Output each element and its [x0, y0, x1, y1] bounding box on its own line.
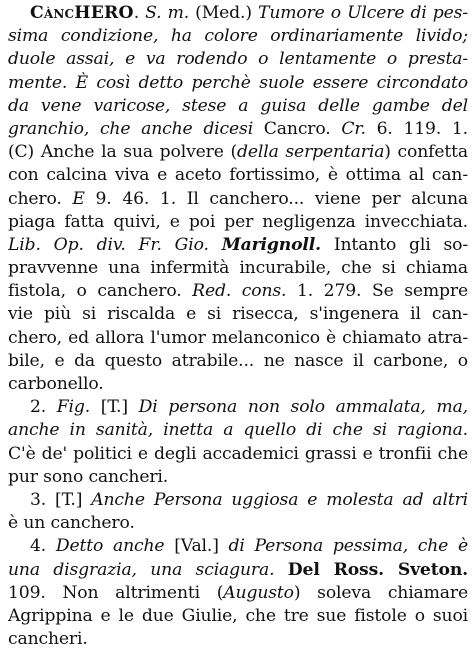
- text-segment: anche in sanità, inetta a quello di che si ragiona.: [8, 420, 468, 441]
- text-segment: Fig.: [56, 397, 91, 418]
- text-segment: CàncHERO: [30, 3, 134, 23]
- text-segment: carbonello.: [8, 374, 104, 394]
- text-segment: pur sono cancheri.: [8, 466, 169, 487]
- entry-line: [8, 188, 468, 211]
- text-segment: Di persona non solo ammalata, ma,: [138, 397, 468, 418]
- text-segment: Anche Persona uggiosa e molesta ad altri: [91, 489, 468, 510]
- entry-line: [8, 2, 468, 25]
- text-segment: pravvenne una infermità incurabile, che si chiama: [8, 258, 468, 279]
- text-segment: sima condizione, ha colore ordinariamente livido;: [8, 26, 468, 47]
- text-segment: Cr.: [341, 118, 366, 139]
- text-segment: (C) Anche la sua polvere (: [8, 142, 237, 163]
- text-segment: 109. Non altrimenti (: [8, 582, 224, 603]
- entry-line: [8, 605, 468, 628]
- entry-line: [8, 95, 468, 118]
- text-segment: (Med.): [189, 3, 259, 23]
- text-segment: S. m.: [145, 3, 190, 23]
- text-segment: Lib. Op. div. Fr. Gio.: [8, 234, 209, 255]
- text-segment: 9. 46. 1. Il canchero... viene per alcuna: [84, 188, 468, 209]
- entry-line: [8, 327, 468, 350]
- text-segment: chero.: [8, 188, 73, 209]
- text-segment: di Persona pessima, che è: [228, 536, 468, 557]
- text-segment: da vene varicose, stese a guisa delle gambe del: [8, 95, 468, 116]
- text-segment: [274, 560, 287, 580]
- text-segment: 1. 279. Se sempre: [286, 281, 468, 302]
- entry-line: [8, 443, 468, 466]
- text-segment: duole assai, e va rodendo o lentamente o presta-: [8, 49, 468, 70]
- text-segment: Augusto: [223, 582, 294, 603]
- text-segment: cancheri.: [8, 629, 88, 650]
- text-segment: bile, e da questo atrabile... ne nasce il carbone, o: [8, 350, 468, 371]
- entry-line: [8, 512, 468, 535]
- text-segment: chero, ed allora l'umor melanconico è chiamato atra-: [8, 327, 468, 348]
- entry-line: [8, 164, 468, 187]
- text-segment: piaga fatta quivi, e poi per negligenza invecchiata.: [8, 211, 468, 232]
- text-segment: [T.]: [90, 397, 139, 418]
- entry-line: [8, 303, 468, 326]
- entry-line: [8, 373, 468, 396]
- entry-line: [8, 257, 468, 280]
- text-segment: [Val.]: [164, 536, 229, 557]
- text-segment: vie più si riscalda e si risecca, s'ingenera il can-: [8, 304, 468, 325]
- text-segment: .: [133, 3, 146, 23]
- entry-line: [8, 234, 468, 257]
- text-segment: [209, 235, 222, 255]
- entry-line: [8, 535, 468, 558]
- entry-line: [8, 25, 468, 48]
- entry-line: [8, 280, 468, 303]
- entry-line: [8, 559, 468, 582]
- text-segment: Del Ross. Sveton.: [287, 559, 468, 580]
- text-segment: con calcina viva e aceto fortissimo, è ottima al can-: [8, 165, 468, 186]
- dictionary-page: [8, 2, 468, 650]
- entry-line: [8, 489, 468, 512]
- text-segment: 6. 119. 1.: [365, 118, 468, 139]
- text-segment: ) soleva chiamare: [293, 582, 468, 603]
- text-segment: E: [72, 188, 85, 209]
- text-segment: della serpentaria: [237, 142, 385, 163]
- entry-line: [8, 396, 468, 419]
- text-segment: 2.: [30, 397, 57, 418]
- entry-line: [8, 350, 468, 373]
- text-segment: una disgrazia, una sciagura.: [8, 559, 275, 580]
- entry-line: [8, 466, 468, 489]
- text-segment: Tumore o Ulcere di pes-: [258, 3, 468, 23]
- entry-line: [8, 211, 468, 234]
- entry-line: [8, 628, 468, 651]
- text-segment: è un canchero.: [8, 513, 135, 534]
- text-segment: Detto anche: [55, 536, 165, 557]
- entry-line: [8, 141, 468, 164]
- text-segment: 3. [T.]: [30, 489, 92, 510]
- text-segment: 4.: [30, 536, 56, 557]
- text-segment: Intanto gli so-: [321, 234, 468, 255]
- entry-line: [8, 118, 468, 141]
- text-segment: granchio, che anche dicesi: [8, 118, 254, 139]
- text-segment: Agrippina e le due Giulie, che tre sue fistole o suoi: [8, 605, 468, 626]
- entry-line: [8, 48, 468, 71]
- entry-line: [8, 72, 468, 95]
- text-segment: Cancro.: [253, 118, 342, 139]
- text-segment: mente. È così detto perchè suole essere circondato: [8, 72, 468, 93]
- text-segment: ) confetta: [384, 142, 468, 163]
- dictionary-entry-canchero: [8, 2, 468, 651]
- entry-line: [8, 582, 468, 605]
- text-segment: fistola, o canchero.: [8, 281, 193, 302]
- text-segment: Marignoll.: [221, 234, 321, 255]
- text-segment: C'è de' politici e degli accademici grassi e tronfii che: [8, 443, 468, 464]
- text-segment: Red. cons.: [192, 281, 287, 302]
- entry-line: [8, 419, 468, 442]
